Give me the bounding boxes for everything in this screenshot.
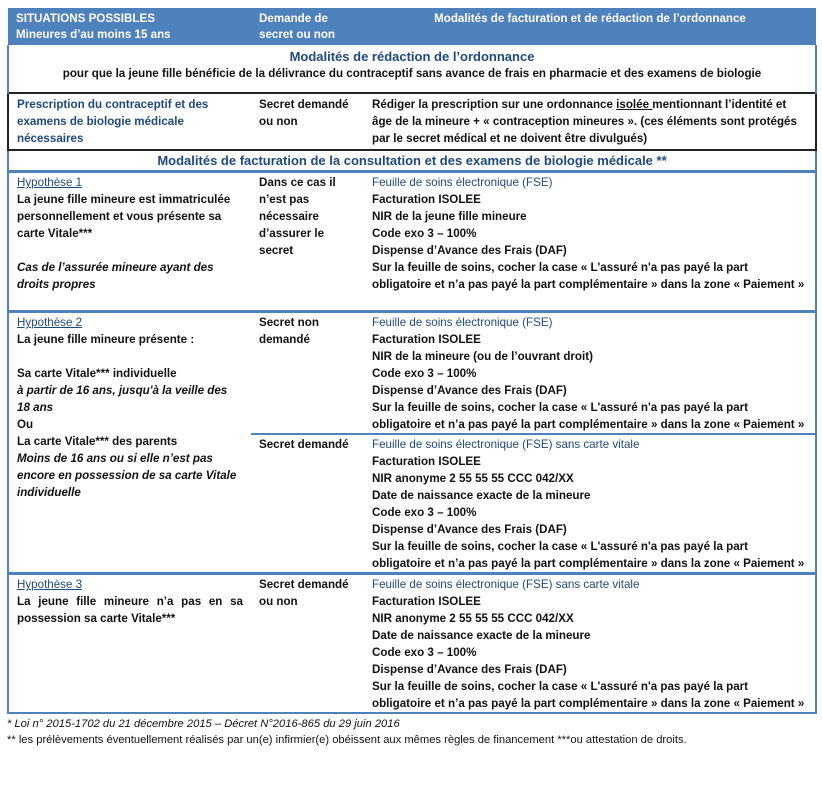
header-modalites: Modalités de facturation et de rédaction de l’ordonnance <box>364 8 816 45</box>
hypothesis-2a-billing-title: Feuille de soins électronique (FSE) <box>372 316 553 329</box>
hypothesis-2-line: Moins de 16 ans ou si elle n’est pas encore en possession de sa carte Vitale individuelle <box>17 452 237 499</box>
billing-line: Sur la feuille de soins, cocher la case « L'assuré n'a pas payé la part obligatoire et n’a pas payé la part complémentaire » dans la zone « Paiement » <box>372 680 805 710</box>
billing-line: NIR de la jeune fille mineure <box>372 210 527 223</box>
section-subtitle-row-1 <box>8 65 816 93</box>
footnotes <box>7 716 815 748</box>
hypothesis-1-secret <box>251 172 364 312</box>
header-secret-line1: Demande de <box>259 12 328 25</box>
footnote-law: * Loi n° 2015-1702 du 21 décembre 2015 – Décret N°2016-865 du 29 juin 2016 <box>7 718 400 730</box>
hypothesis-2-line: La jeune fille mineure présente : <box>17 333 195 346</box>
hypothesis-3-secret-text: Secret demandé ou non <box>259 578 349 608</box>
billing-line: Sur la feuille de soins, cocher la case « L'assuré n'a pas payé la part obligatoire et n’a pas payé la part complémentaire » dans la zone « Paiement » <box>372 261 805 291</box>
spacer <box>17 348 243 365</box>
hypothesis-row-1 <box>8 172 816 312</box>
hypothesis-3-billing <box>364 574 816 714</box>
hypothesis-3-billing-title: Feuille de soins électronique (FSE) sans carte vitale <box>372 578 640 591</box>
hypothesis-2b-secret <box>251 434 364 574</box>
header-secret <box>251 8 364 45</box>
hypothesis-3-description: La jeune fille mineure n’a pas en sa possession sa carte Vitale*** <box>17 595 243 625</box>
hypothesis-2-line: Ou <box>17 418 34 431</box>
billing-line: Code exo 3 – 100% <box>372 227 477 240</box>
hypothesis-2b-billing <box>364 434 816 574</box>
prescription-text-isolee: isolée <box>616 98 653 111</box>
table-header-row <box>8 8 816 45</box>
document-sheet <box>7 8 815 748</box>
hypothesis-2-line: La carte Vitale*** des parents <box>17 435 178 448</box>
section-title-row-1 <box>8 45 816 65</box>
billing-line: NIR anonyme 2 55 55 55 CCC 042/XX <box>372 612 574 625</box>
billing-line: Code exo 3 – 100% <box>372 646 477 659</box>
billing-line: Date de naissance exacte de la mineure <box>372 489 591 502</box>
billing-line: Dispense d’Avance des Frais (DAF) <box>372 384 567 397</box>
hypothesis-2-line: à partir de 16 ans, jusqu'à la veille des 18 ans <box>17 384 228 414</box>
hypothesis-1-situation <box>8 172 251 312</box>
spacer <box>17 293 243 310</box>
footnote-nurse: ** les prélèvements éventuellement réalisés par un(e) infirmier(e) obéissent aux mêmes règles de financement ***ou attestation de droits. <box>7 734 687 746</box>
billing-line: Facturation ISOLEE <box>372 595 481 608</box>
hypothesis-2a-secret-text: Secret non demandé <box>259 316 319 346</box>
contraception-billing-table <box>7 8 817 714</box>
hypothesis-1-billing-title: Feuille de soins électronique (FSE) <box>372 176 553 189</box>
billing-line: Dispense d’Avance des Frais (DAF) <box>372 523 567 536</box>
hypothesis-row-3 <box>8 574 816 714</box>
billing-line: Code exo 3 – 100% <box>372 367 477 380</box>
header-secret-line2: secret ou non <box>259 28 336 41</box>
hypothesis-2-situation <box>8 312 251 574</box>
billing-line: Date de naissance exacte de la mineure <box>372 629 591 642</box>
hypothesis-3-label: Hypothèse 3 <box>17 578 83 591</box>
billing-line: Dispense d’Avance des Frais (DAF) <box>372 663 567 676</box>
hypothesis-1-secret-text: Dans ce cas il n’est pas nécessaire d’assurer le secret <box>259 176 336 257</box>
billing-line: NIR anonyme 2 55 55 55 CCC 042/XX <box>372 472 574 485</box>
spacer <box>17 242 243 259</box>
prescription-row <box>8 93 816 150</box>
hypothesis-2a-secret <box>251 312 364 435</box>
hypothesis-1-description: La jeune fille mineure est immatriculée personnellement et vous présente sa carte Vitale*** <box>17 193 231 240</box>
hypothesis-2a-billing <box>364 312 816 435</box>
billing-line: NIR de la mineure (ou de l’ouvrant droit) <box>372 350 593 363</box>
hypothesis-1-label: Hypothèse 1 <box>17 176 83 189</box>
hypothesis-2b-billing-title: Feuille de soins électronique (FSE) sans carte vitale <box>372 438 640 451</box>
header-situations <box>8 8 251 45</box>
header-situations-line1: SITUATIONS POSSIBLES <box>16 12 155 25</box>
prescription-secret: Secret demandé ou non <box>251 93 364 150</box>
billing-line: Code exo 3 – 100% <box>372 506 477 519</box>
header-situations-line2: Mineures d’au moins 15 ans <box>16 28 171 41</box>
billing-line: Dispense d’Avance des Frais (DAF) <box>372 244 567 257</box>
billing-line: Facturation ISOLEE <box>372 193 481 206</box>
hypothesis-1-billing <box>364 172 816 312</box>
hypothesis-2-label: Hypothèse 2 <box>17 316 83 329</box>
billing-line: Sur la feuille de soins, cocher la case « L'assuré n'a pas payé la part obligatoire et n’a pas payé la part complémentaire » dans la zone « Paiement » <box>372 540 805 570</box>
prescription-text-after: mentionnant l’identité et âge de la mineure + « contraception mineures ». (ces éléments sont protégés par le secret médical et ne doivent être divulgués) <box>372 98 797 145</box>
section-title-row-2 <box>8 150 816 172</box>
prescription-situation: Prescription du contraceptif et des examens de biologie médicale nécessaires <box>8 93 251 150</box>
prescription-text-before: Rédiger la prescription sur une ordonnance <box>372 98 617 111</box>
prescription-instructions <box>364 93 816 150</box>
section-title-facturation: Modalités de facturation de la consultation et des examens de biologie médicale ** <box>8 150 816 172</box>
billing-line: Sur la feuille de soins, cocher la case « L'assuré n'a pas payé la part obligatoire et n’a pas payé la part complémentaire » dans la zone « Paiement » <box>372 401 805 431</box>
hypothesis-3-situation <box>8 574 251 714</box>
section-title-redaction: Modalités de rédaction de l’ordonnance <box>8 45 816 65</box>
hypothesis-1-note: Cas de l’assurée mineure ayant des droits propres <box>17 261 214 291</box>
hypothesis-2b-secret-text: Secret demandé <box>259 438 349 451</box>
hypothesis-row-2a <box>8 312 816 435</box>
hypothesis-2-line: Sa carte Vitale*** individuelle <box>17 367 177 380</box>
section-subtitle-redaction: pour que la jeune fille bénéficie de la délivrance du contraceptif sans avance de frais en pharmacie et des examens de biologie <box>8 65 816 93</box>
billing-line: Facturation ISOLEE <box>372 333 481 346</box>
hypothesis-3-secret <box>251 574 364 714</box>
billing-line: Facturation ISOLEE <box>372 455 481 468</box>
